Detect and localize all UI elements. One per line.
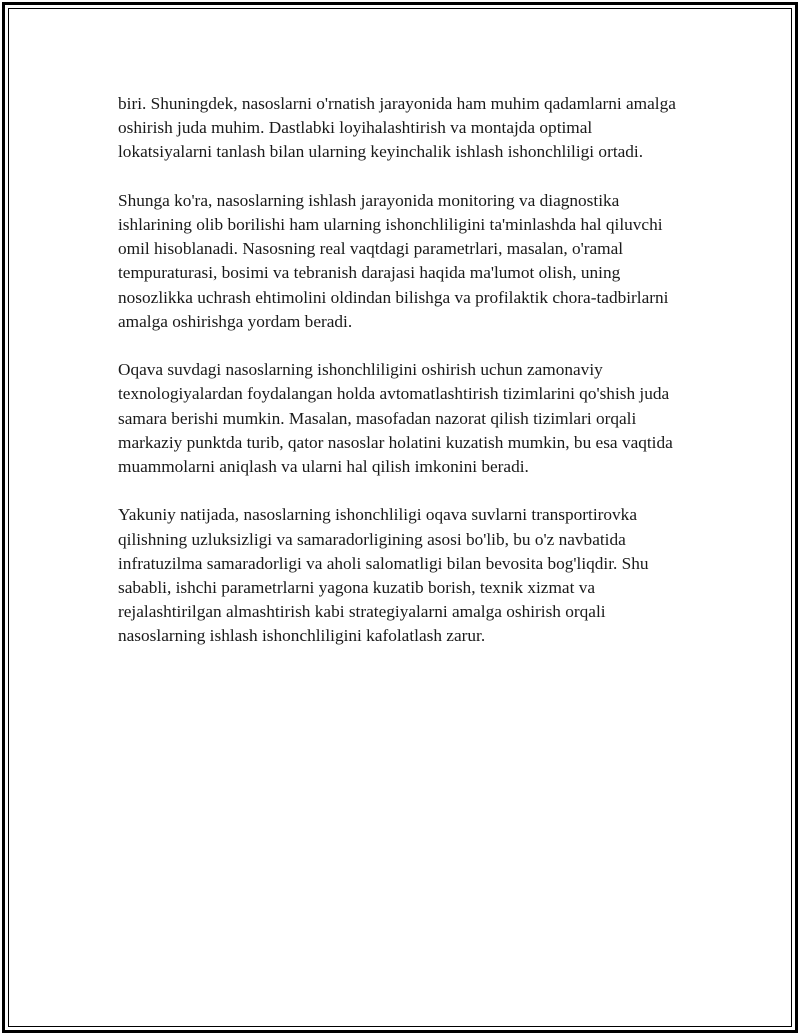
paragraph-3: Oqava suvdagi nasoslarning ishonchliligini oshirish uchun zamonaviy texnologiyalardan foydalangan holda avtomatlashtirish tizimlarini qo'shish juda samara berishi mumkin. Masalan, masofadan nazorat qilish tizimlari orqali markaziy punktda turib, qator nasoslar holatini kuzatish mumkin, bu esa vaqtida muammolarni aniqlash va ularni hal qilish imkonini beradi.: [118, 360, 673, 477]
paragraph-4: Yakuniy natijada, nasoslarning ishonchliligi oqava suvlarni transportirovka qilishning uzluksizligi va samaradorligining asosi bo'lib, bu o'z navbatida infratuzilma samaradorligi va aholi salomatligi bilan bevosita bog'liqdir. Shu sababli, ishchi parametrlarni yagona kuzatib borish, texnik xizmat va rejalashtirilgan almashtirish kabi strategiyalarni amalga oshirish orqali nasoslarning ishlash ishonchliligini kafolatlash zarur.: [118, 505, 649, 646]
paragraph-2: Shunga ko'ra, nasoslarning ishlash jarayonida monitoring va diagnostika ishlarining olib borilishi ham ularning ishonchliligini ta'minlashda hal qiluvchi omil hisoblanadi. Nasosning real vaqtdagi parametrlari, masalan, o'ramal tempuraturasi, bosimi va tebranish darajasi haqida ma'lumot olish, uning nosozlikka uchrash ehtimolini oldindan bilishga va profilaktik chora-tadbirlarni amalga oshirishga yordam beradi.: [118, 190, 669, 331]
paragraph-1: biri. Shuningdek, nasoslarni o'rnatish jarayonida ham muhim qadamlarni amalga oshirish juda muhim. Dastlabki loyihalashtirish va montajda optimal lokatsiyalarni tanlash bilan ularning keyinchalik ishlash ishonchliligi ortadi.: [118, 94, 676, 162]
document-body: [118, 92, 688, 673]
